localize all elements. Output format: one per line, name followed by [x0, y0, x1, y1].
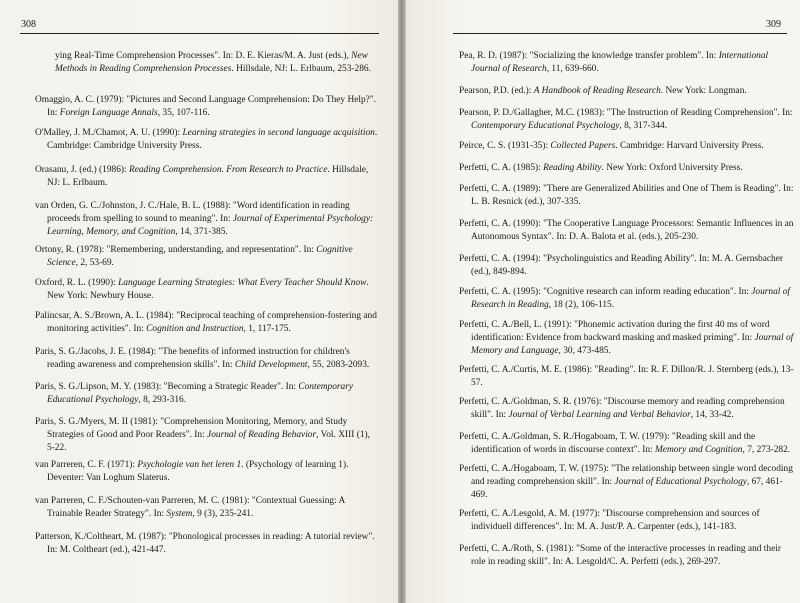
bibliography-entry	[459, 364, 794, 390]
bibliography-entry	[459, 319, 794, 358]
entry-text: , 8, 293-316.	[138, 395, 187, 405]
entry-title-italic: Reading Ability	[543, 163, 602, 173]
page-number: 309	[766, 19, 781, 30]
bibliography-entry	[459, 396, 794, 422]
bibliography-entry	[35, 200, 380, 239]
entry-title-italic: Cognitive Science	[47, 245, 353, 268]
entry-text: , 67, 461-469.	[471, 477, 783, 500]
entry-text: . Cambridge: Harvard University Press.	[615, 141, 764, 151]
entry-text: , 1, 117-175.	[243, 324, 291, 334]
entry-title-italic: System	[166, 509, 193, 519]
bibliography-entry	[459, 140, 794, 153]
bibliography-entry	[35, 346, 380, 372]
entry-title-italic: New Methods in Reading Comprehension Processes	[55, 51, 368, 74]
bibliography-entry	[459, 183, 794, 209]
entry-text: , Vol. XIII (1), 5-22.	[47, 430, 370, 453]
entry-text: , 2, 53-69.	[75, 258, 114, 268]
entry-text: Perfetti, C. A. (1985):	[459, 163, 544, 173]
entry-text: Paris, S. G./Myers, M. II (1981): "Comprehension Monitoring, Memory, and Study Strategies of Good and Poor Readers". In:	[35, 417, 348, 440]
bibliography-entry	[459, 543, 794, 569]
right-page	[406, 0, 800, 603]
page-number: 308	[21, 19, 36, 30]
bibliography-entry	[35, 310, 380, 336]
entry-text: , 30, 473-485.	[558, 346, 611, 356]
bibliography-entry	[35, 459, 380, 485]
entry-title-italic: Journal of Verbal Learning and Verbal Behavior	[508, 410, 691, 420]
bibliography-entry	[459, 162, 794, 175]
bibliography-entry	[35, 277, 380, 303]
bibliography-entry	[459, 85, 794, 98]
entry-text: . New York: Longman.	[660, 86, 747, 96]
entry-text: . Hillsdale, NJ: L. Erlbaum, 253-286.	[231, 64, 371, 74]
entry-text: Pearson, P. D./Gallagher, M.C. (1983): "The Instruction of Reading Comprehension". In:	[459, 108, 793, 118]
entry-text: , 8, 317-344.	[619, 121, 668, 131]
entry-text: , 35, 107-116.	[157, 108, 210, 118]
entry-text: ying Real-Time Comprehension Processes". In: D. E. Kieras/M. A. Just (eds.),	[55, 51, 352, 61]
entry-text: , 18 (2), 106-115.	[548, 300, 615, 310]
entry-text: O'Malley, J. M./Chamot, A. U. (1990):	[35, 128, 183, 138]
bibliography-entry	[35, 164, 380, 190]
entry-title-italic: Journal of Experimental Psychology: Learning, Memory, and Cognition	[47, 214, 374, 237]
bibliography-entry	[459, 50, 794, 76]
entry-text: . New York: Oxford University Press.	[601, 163, 743, 173]
entry-text: Orasanu, J. (ed.) (1986):	[35, 165, 129, 175]
left-page	[0, 0, 398, 603]
bibliography-entry	[459, 218, 794, 244]
bibliography-entry	[459, 286, 794, 312]
entry-text: Perfetti, C. A./Goldman, S. R./Hogaboam, T. W. (1979): "Reading skill and the identification of words in discourse context". In:	[459, 432, 756, 455]
entry-text: Pearson, P.D. (ed.):	[459, 86, 534, 96]
entry-text: Perfetti, C. A./Hogaboam, T. W. (1975): "The relationship between single word decoding and reading comprehension skill". In:	[459, 464, 793, 487]
bibliography-entry	[35, 495, 380, 521]
entry-text: Palincsar, A. S./Brown, A. L. (1984): "Reciprocal teaching of comprehension-fostering and monitoring activities". In:	[35, 311, 377, 334]
bibliography-entry	[459, 107, 794, 133]
entry-title-italic: Foreign Language Annals	[59, 108, 158, 118]
entry-text: , 11, 639-660.	[546, 64, 599, 74]
entry-title-italic: Child Development	[234, 360, 308, 370]
entry-text: Perfetti, C. A. (1994): "Psycholinguistics and Reading Ability". In: M. A. Gernsbacher (ed.), 849-894.	[459, 254, 784, 277]
entry-title-italic: Collected Papers	[550, 141, 616, 151]
entry-text: Perfetti, C. A. (1990): "The Cooperative Language Processors: Semantic Influences in an Autonomous Syntax". In: D. A. Balota et al. (eds.), 205-230.	[459, 219, 794, 242]
entry-text: Pea, R. D. (1987): "Socializing the knowledge transfer problem". In:	[459, 51, 719, 61]
entry-text: Omaggio, A. C. (1979): "Pictures and Second Language Comprehension: Do They Help?". In:	[35, 95, 377, 118]
entry-text: Ortony, R. (1978): "Remembering, understanding, and representation". In:	[35, 245, 317, 255]
entry-text: , 14, 371-385.	[175, 227, 228, 237]
entry-text: Perfetti, C. A. (1989): "There are Generalized Abilities and One of Them is Reading". In: L. B. Resnick (ed.), 307-335.	[459, 184, 794, 207]
entry-text: . Cambridge: Cambridge University Press.	[47, 128, 378, 151]
entry-text: Perfetti, C. A./Curtis, M. E. (1986): "Reading". In: R. F. Dillon/R. J. Sternberg (eds.), 13-57.	[459, 365, 794, 388]
bibliography-entry	[35, 94, 380, 120]
entry-title-italic: Contemporary Educational Psychology	[471, 121, 620, 131]
entry-title-italic: A Handbook of Reading Research	[533, 86, 661, 96]
entry-text: , 55, 2083-2093.	[307, 360, 370, 370]
entry-text: , 14, 33-42.	[690, 410, 734, 420]
entry-title-italic: Journal of Research in Reading	[471, 287, 791, 310]
bibliography-entry	[459, 431, 794, 457]
entry-title-italic: Psychologie van het leren 1	[137, 460, 242, 470]
entry-title-italic: Memory and Cognition	[655, 445, 743, 455]
entry-text: . Hillsdale, NJ: L. Erlbaum.	[47, 165, 369, 188]
entry-text: . (Psychology of learning 1). Deventer: Van Loghum Slaterus.	[47, 460, 349, 483]
entry-text: van Parreren, C. F./Schouten-van Parreren, M. C. (1981): "Contextual Guessing: A Trainable Reader Strategy". In:	[35, 496, 345, 519]
book-gutter	[398, 0, 406, 603]
entry-title-italic: Journal of Memory and Language	[471, 333, 794, 356]
entry-title-italic: Journal of Reading Behavior	[207, 430, 317, 440]
entry-text: Perfetti, C. A./Goldman, S. R. (1976): "Discourse memory and reading comprehension skill". In:	[459, 397, 785, 420]
entry-title-italic: Reading Comprehension. From Research to Practice	[128, 165, 328, 175]
bibliography-entry	[35, 531, 380, 557]
bibliography-entry	[459, 253, 794, 279]
bibliography-entry	[35, 244, 380, 270]
entry-title-italic: Cognition and Instruction	[146, 324, 244, 334]
entry-text: Oxford, R. L. (1990):	[35, 278, 119, 288]
bibliography-entry	[459, 508, 794, 534]
bibliography-entry	[459, 463, 794, 502]
entry-text: Patterson, K./Coltheart, M. (1987): "Phonological processes in reading: A tutorial review". In: M. Coltheart (ed.), 421-447.	[35, 532, 375, 555]
header-rule	[453, 33, 787, 34]
bibliography-entry	[35, 127, 380, 153]
entry-text: , 9 (3), 235-241.	[192, 509, 254, 519]
entry-title-italic: Journal of Educational Psychology	[614, 477, 747, 487]
entry-text: Peirce, C. S. (1931-35):	[459, 141, 551, 151]
entry-title-italic: International Journal of Research	[471, 51, 769, 74]
entry-title-italic: Learning strategies in second language acquisition	[182, 128, 375, 138]
header-rule	[20, 33, 379, 34]
entry-text: Paris, S. G./Lipson, M. Y. (1983): "Becoming a Strategic Reader". In:	[35, 382, 299, 392]
entry-title-italic: Language Learning Strategies: What Every Teacher Should Know	[118, 278, 367, 288]
entry-text: van Orden, G. C./Johnston, J. C./Hale, B. L. (1988): "Word identification in reading proceeds from spelling to sound to meaning". In:	[35, 201, 350, 224]
entry-text: Perfetti, C. A./Roth, S. (1981): "Some of the interactive processes in reading and their role in reading skill". In: A. Lesgold/C. A. Perfetti (eds.), 269-297.	[459, 544, 781, 567]
entry-text: Perfetti, C. A. (1995): "Cognitive research can inform reading education". In:	[459, 287, 752, 297]
entry-text: . New York: Newbury House.	[47, 278, 369, 301]
entry-text: Paris, S. G./Jacobs, J. E. (1984): "The benefits of informed instruction for children's reading awareness and comprehension skills". In:	[35, 347, 350, 370]
bibliography-entry	[35, 381, 380, 407]
bibliography-entry	[35, 416, 380, 455]
entry-text: van Parreren, C. F. (1971):	[35, 460, 138, 470]
entry-text: Perfetti, C. A./Lesgold, A. M. (1977): "Discourse comprehension and sources of individuell differences". In: M. A. Just/P. A. Carpenter (eds.), 141-183.	[459, 509, 760, 532]
entry-title-italic: Contemporary Educational Psychology	[47, 382, 354, 405]
bibliography-entry	[35, 50, 380, 76]
entry-text: Perfetti, C. A./Bell, L. (1991): "Phonemic activation during the first 40 ms of word identification: Evidence from backward masking and masked priming". In:	[459, 320, 770, 343]
entry-text: , 7, 273-282.	[742, 445, 791, 455]
